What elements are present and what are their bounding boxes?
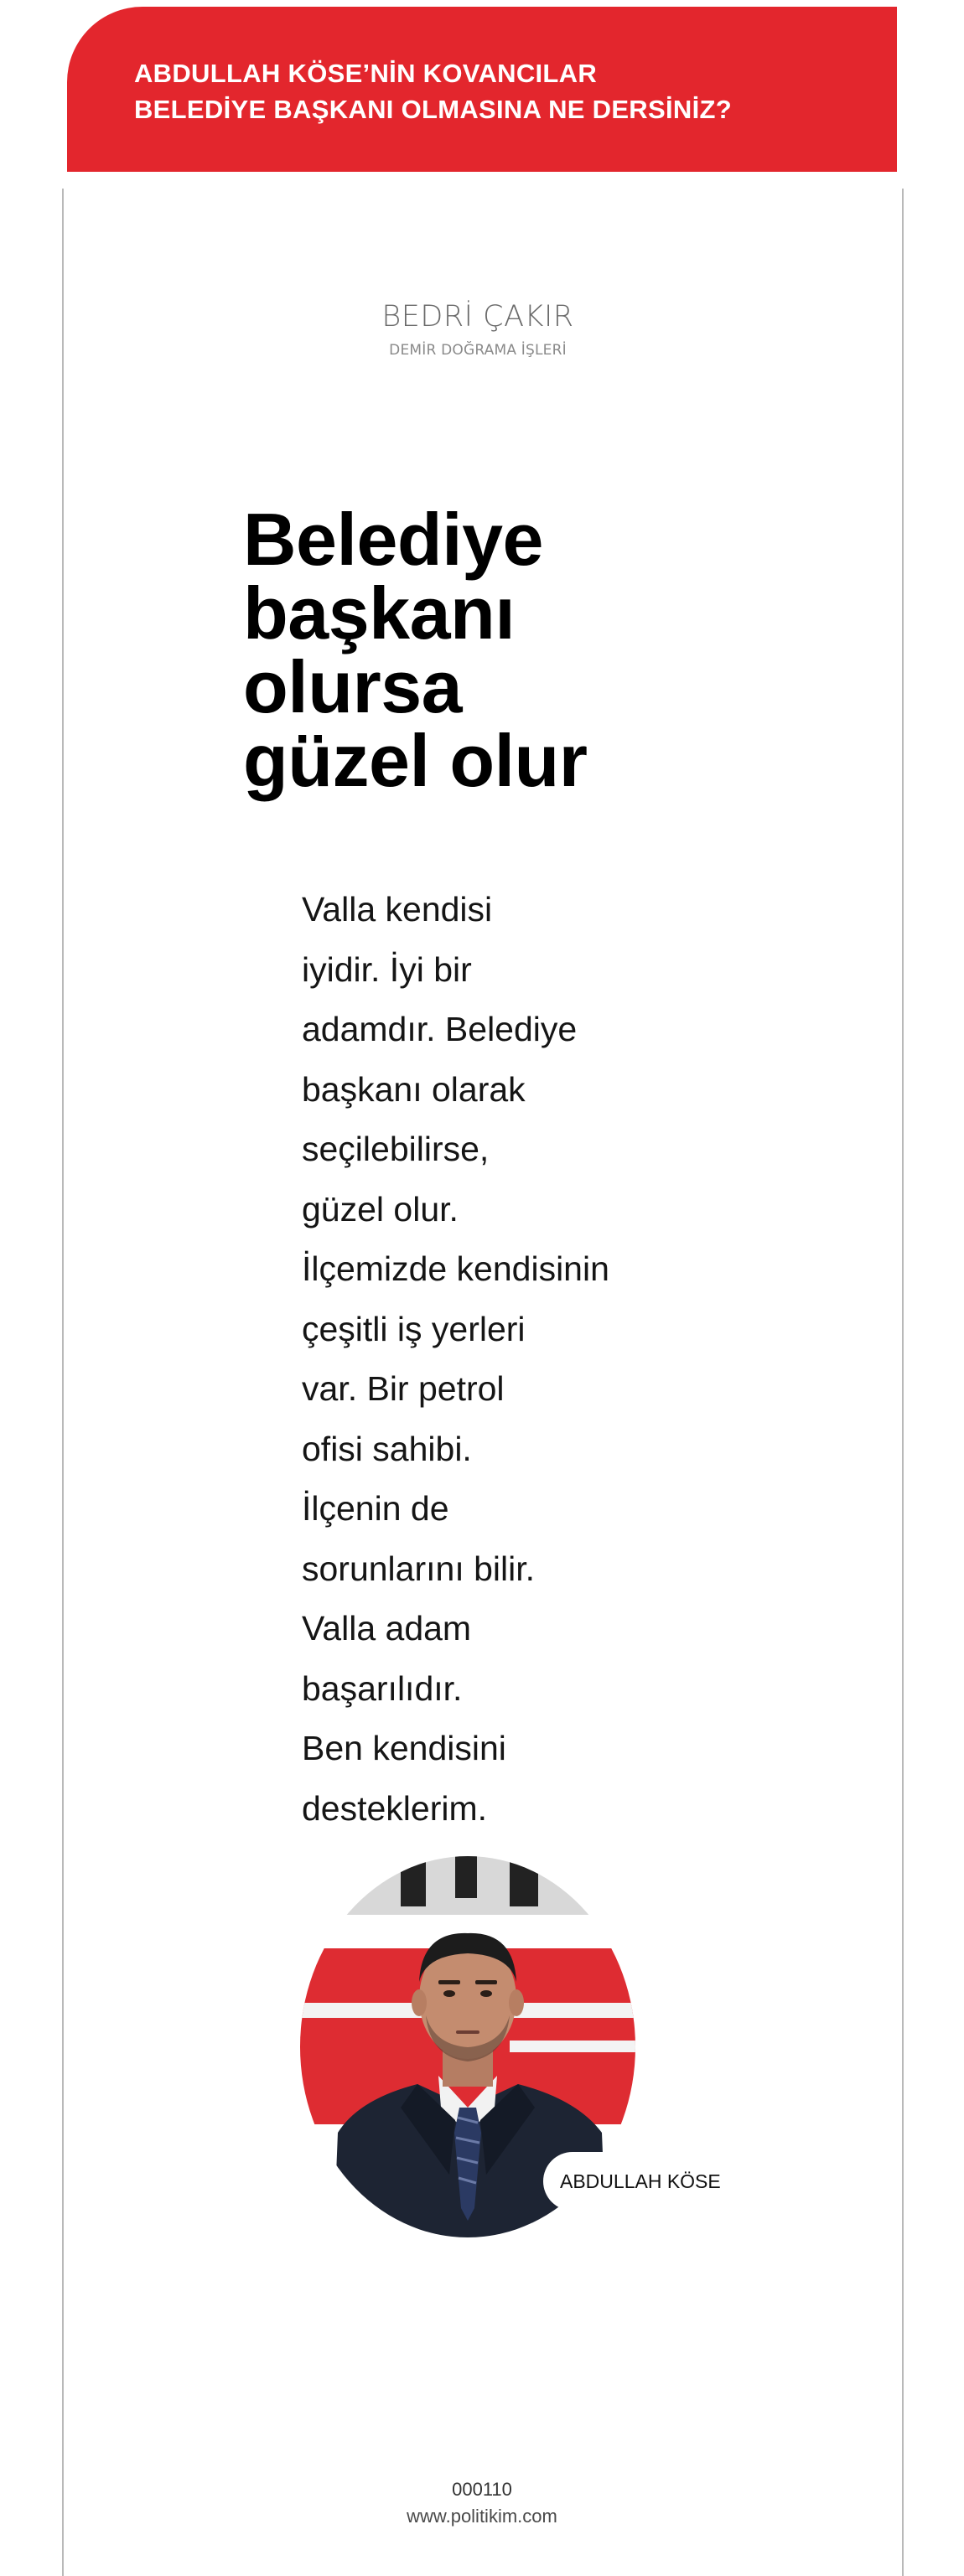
quote-line: iyidir. İyi bir bbox=[302, 949, 472, 989]
photo-caption: ABDULLAH KÖSE bbox=[560, 2170, 721, 2192]
footer-website: www.politikim.com bbox=[407, 2506, 557, 2527]
quote-line: başkanı olarak bbox=[302, 1069, 526, 1109]
question-banner bbox=[67, 7, 897, 172]
quote-line: Ben kendisini bbox=[302, 1729, 506, 1767]
frame-right-border bbox=[902, 189, 904, 2576]
question-line-2: BELEDİYE BAŞKANI OLMASINA NE DERSİNİZ? bbox=[134, 95, 732, 124]
footer-code: 000110 bbox=[452, 2479, 512, 2500]
quote-line: çeşitli iş yerleri bbox=[302, 1309, 526, 1348]
headline-line: başkanı bbox=[243, 572, 516, 654]
quote-line: sorunlarını bilir. bbox=[302, 1549, 536, 1588]
quote-line: var. Bir petrol bbox=[302, 1369, 505, 1408]
quote-line: İlçenin de bbox=[302, 1489, 449, 1528]
quote-line: adamdır. Belediye bbox=[302, 1010, 578, 1048]
headline-line: güzel olur bbox=[243, 719, 588, 802]
question-line-1: ABDULLAH KÖSE’NİN KOVANCILAR bbox=[134, 59, 598, 88]
quote-line: ofisi sahibi. bbox=[302, 1429, 472, 1468]
quote-line: İlçemizde kendisinin bbox=[302, 1249, 609, 1288]
quote-line: Valla adam bbox=[302, 1609, 472, 1648]
quote-line: desteklerim. bbox=[302, 1788, 488, 1828]
quote-line: güzel olur. bbox=[302, 1189, 459, 1229]
headline bbox=[243, 498, 679, 802]
headline-line: olursa bbox=[243, 645, 463, 728]
author-name: BEDRİ ÇAKIR bbox=[381, 300, 574, 334]
frame-left-border bbox=[62, 189, 64, 2576]
quote-line: Valla kendisi bbox=[302, 890, 493, 928]
quote-line: başarılıdır. bbox=[302, 1668, 463, 1708]
quote-body bbox=[302, 880, 671, 1839]
quote-line: seçilebilirse, bbox=[302, 1130, 490, 1168]
page-footer bbox=[314, 2476, 650, 2530]
author-occupation: DEMİR DOĞRAMA İŞLERİ bbox=[389, 342, 567, 359]
headline-line: Belediye bbox=[243, 498, 543, 581]
photo-caption-tag bbox=[543, 2152, 736, 2211]
author-block bbox=[251, 300, 704, 359]
